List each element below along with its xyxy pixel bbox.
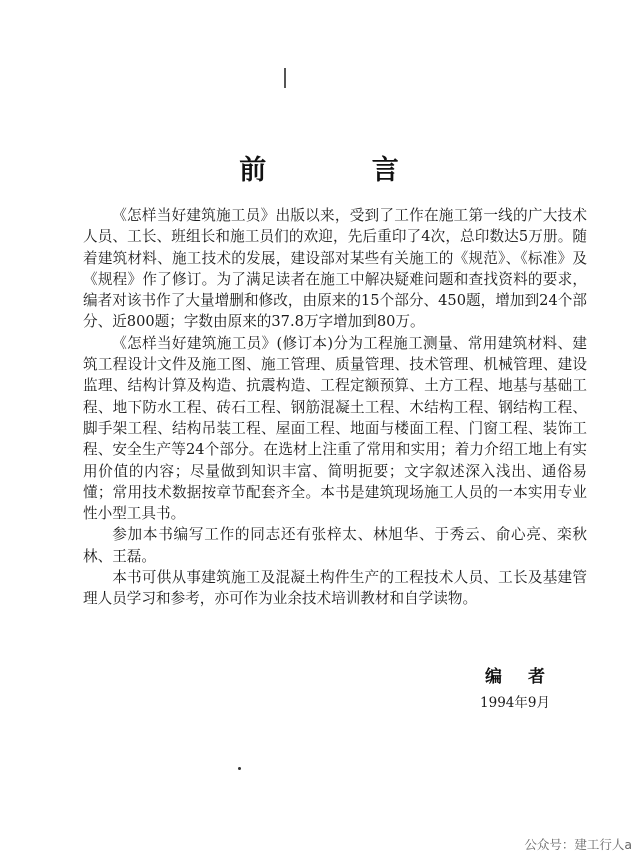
signature-block	[440, 662, 590, 711]
preface-body	[83, 205, 587, 610]
paragraph-1: 《怎样当好建筑施工员》出版以来，受到了工作在施工第一线的广大技术人员、工长、班组长和施工员们的欢迎，先后重印了4次，总印数达5万册。随着建筑材料、施工技术的发展，建设部对某些有关施工的《规范》、《标准》及《规程》作了修订。为了满足读者在施工中解决疑难问题和查找资料的要求，编者对该书作了大量增删和修改，由原来的15个部分、450题，增加到24个部分、近800题；字数由原来的37.8万字增加到80万。	[83, 207, 587, 331]
publication-date: 1994年9月	[480, 695, 550, 711]
watermark-text: 公众号：建工行人a	[524, 837, 632, 852]
scan-dot	[238, 767, 241, 770]
author-signature: 编 者	[485, 667, 555, 687]
page-title: 前 言	[239, 155, 447, 186]
paragraph-3: 参加本书编写工作的同志还有张梓太、林旭华、于秀云、俞心亮、栾秋林、王磊。	[83, 526, 587, 565]
paragraph-4: 本书可供从事建筑施工及混凝土构件生产的工程技术人员、工长及基建管理人员学习和参考，亦可作为业余技术培训教材和自学读物。	[83, 569, 587, 608]
paragraph-2: 《怎样当好建筑施工员》(修订本)分为工程施工测量、常用建筑材料、建筑工程设计文件及施工图、施工管理、质量管理、技术管理、机械管理、建设监理、结构计算及构造、抗震构造、工程定额预算、土方工程、地基与基础工程、地下防水工程、砖石工程、钢筋混凝土工程、木结构工程、钢结构工程、脚手架工程、结构吊装工程、屋面工程、地面与楼面工程、门窗工程、装饰工程、安全生产等24个部分。在选材上注重了常用和实用；着力介绍工地上有实用价值的内容；尽量做到知识丰富、简明扼要；文字叙述深入浅出、通俗易懂；常用技术数据按章节配套齐全。本书是建筑现场施工人员的一本实用专业性小型工具书。	[83, 334, 587, 523]
scan-mark	[284, 68, 286, 88]
